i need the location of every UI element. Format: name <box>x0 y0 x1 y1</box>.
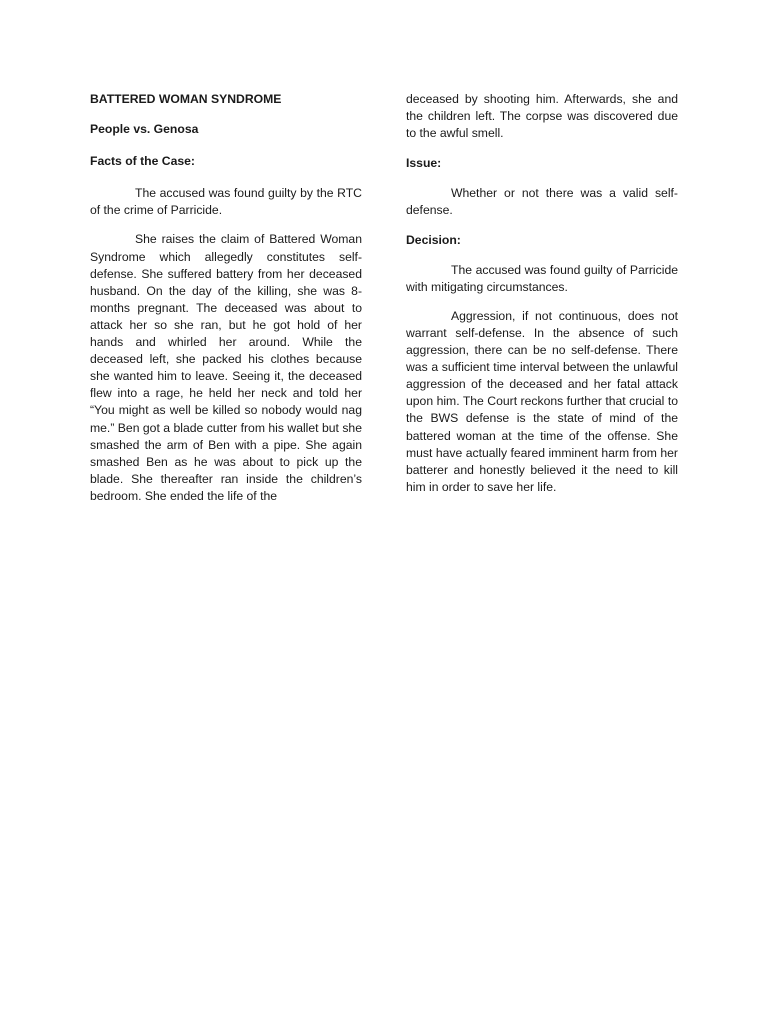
left-column <box>90 91 362 517</box>
decision-paragraph-2: Aggression, if not continuous, does not warrant self-defense. In the absence of such aggression, there can be no self-defense. There was a sufficient time interval between the unlawful aggression of the deceased and her fatal attack upon him. The Court reckons further that crucial to the BWS defense is the state of mind of the battered woman at the time of the offense. She must have actually feared imminent harm from her batterer and honestly believed it the need to kill him in order to save her life. <box>406 308 678 494</box>
issue-paragraph: Whether or not there was a valid self-defense. <box>406 186 678 218</box>
document-title: BATTERED WOMAN SYNDROME <box>90 92 282 106</box>
facts-heading: Facts of the Case: <box>90 154 195 169</box>
decision-paragraph-1: The accused was found guilty of Parricide with mitigating circumstances. <box>406 262 678 294</box>
facts-paragraph-1: The accused was found guilty by the RTC of the crime of Parricide. <box>90 186 362 218</box>
decision-heading: Decision: <box>406 232 461 247</box>
facts-paragraph-2: She raises the claim of Battered Woman Syndrome which allegedly constitutes self-defense. She suffered battery from her deceased husband. On the day of the killing, she was 8-months pregnant. The deceased was about to attack her so she ran, but he got hold of her hands and whirled her around. While the deceased left, she packed his clothes because she wanted him to leave. Seeing it, the deceased flew into a rage, he held her neck and told her “You might as well be killed so nobody would nag me.” Ben got a blade cutter from his wallet but she smashed the arm of Ben with a pipe. She again smashed Ben as he was about to pick up the blade. She thereafter ran inside the children’s bedroom. She ended the life of the <box>90 232 362 503</box>
right-column <box>406 91 678 508</box>
case-name: People vs. Genosa <box>90 122 199 137</box>
issue-heading: Issue: <box>406 156 442 171</box>
facts-paragraph-2-continued: deceased by shooting him. Afterwards, she and the children left. The corpse was discovered due to the awful smell. <box>406 92 678 141</box>
